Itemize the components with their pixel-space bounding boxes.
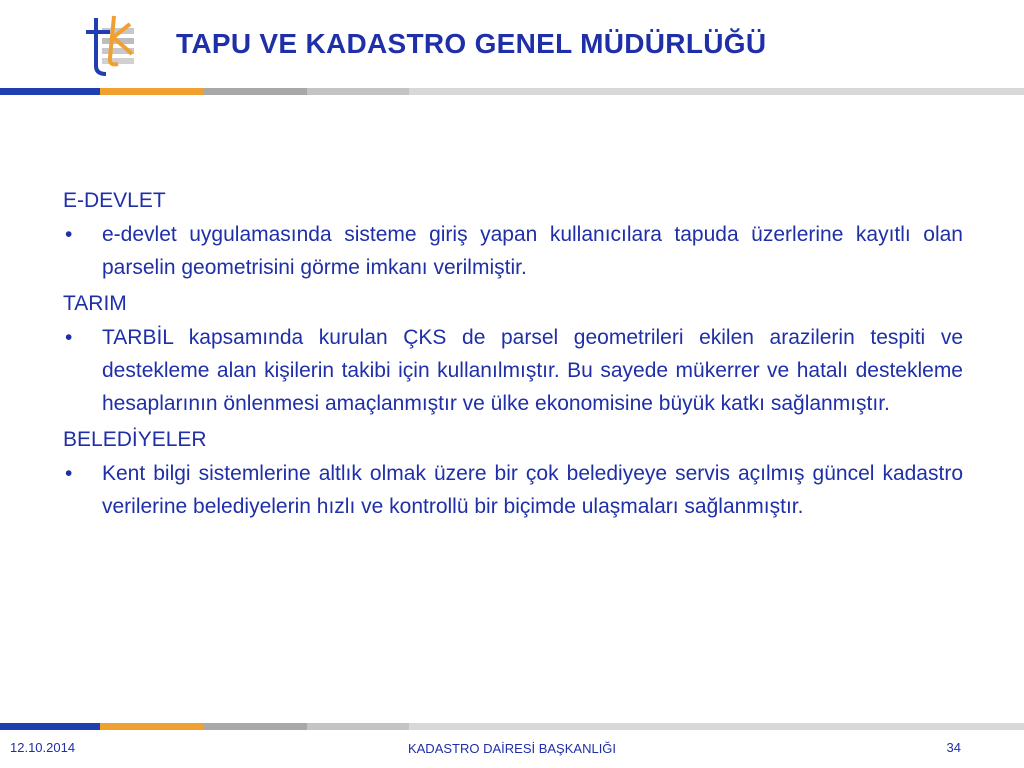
- page-title: TAPU VE KADASTRO GENEL MÜDÜRLÜĞÜ: [176, 28, 767, 59]
- footer-divider: [0, 723, 1024, 730]
- footer-date: 12.10.2014: [10, 740, 76, 755]
- list-item: [63, 457, 963, 523]
- bullet-icon: •: [65, 462, 73, 485]
- header-divider: [0, 88, 1024, 95]
- list-item: [63, 218, 963, 284]
- slide-body: [63, 184, 963, 526]
- bullet-icon: •: [65, 223, 73, 246]
- section-heading-belediyeler: BELEDİYELER: [63, 428, 207, 451]
- footer-department: KADASTRO DAİRESİ BAŞKANLIĞI: [407, 741, 617, 756]
- section-heading-e-devlet: E-DEVLET: [63, 189, 166, 212]
- bullet-text: Kent bilgi sistemlerine altlık olmak üzere bir çok belediyeye servis açılmış güncel kadastro verilerine belediyelerin hızlı ve kontrollü bir biçimde ulaşmaları sağlanmıştır.: [102, 462, 963, 518]
- page-number: 34: [946, 740, 961, 755]
- list-item: [63, 321, 963, 420]
- tkgm-logo-icon: [78, 14, 140, 80]
- section-heading-tarim: TARIM: [63, 292, 127, 315]
- bullet-text: TARBİL kapsamında kurulan ÇKS de parsel geometrileri ekilen arazilerin tespiti ve destekleme alan kişilerin takibi için kullanılmıştır. Bu sayede mükerrer ve hatalı destekleme hesaplarının önlenmesi amaçlanmıştır ve ülke ekonomisine büyük katkı sağlanmıştır.: [102, 326, 963, 415]
- bullet-text: e-devlet uygulamasında sisteme giriş yapan kullanıcılara tapuda üzerlerine kayıtlı olan parselin geometrisini görme imkanı verilmiştir.: [102, 223, 963, 279]
- bullet-icon: •: [65, 326, 73, 349]
